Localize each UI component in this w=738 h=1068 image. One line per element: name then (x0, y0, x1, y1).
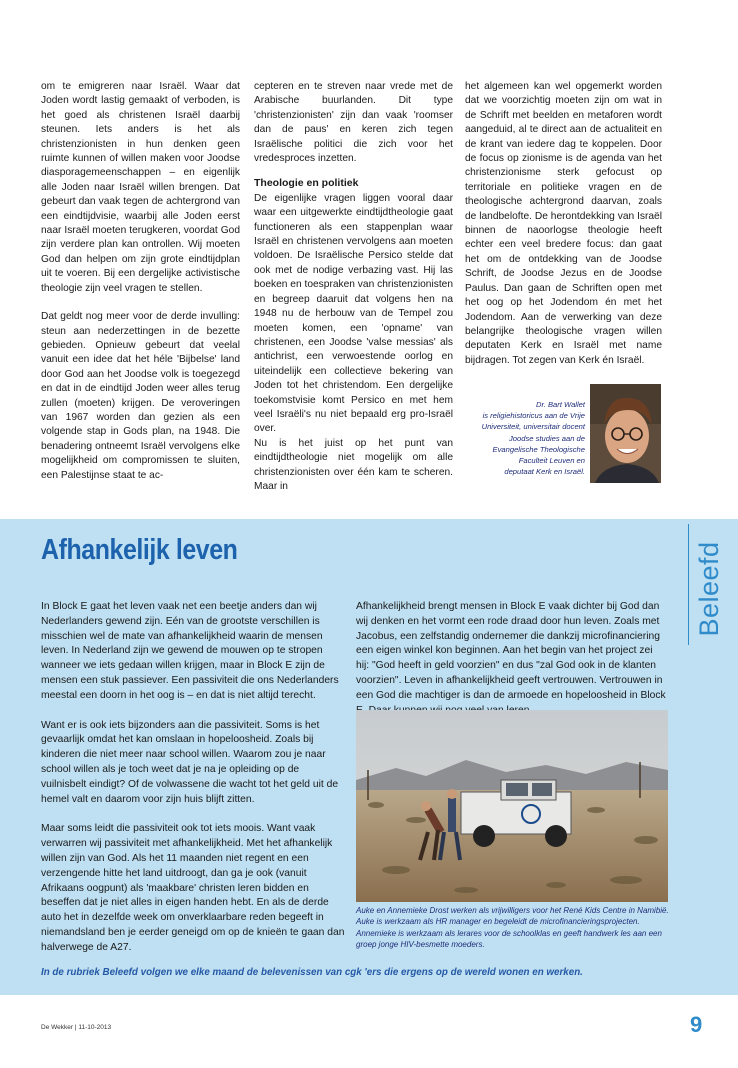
beleefd-column-left (41, 600, 346, 971)
author-bio-line: Universiteit, universitair docent (481, 422, 585, 432)
author-portrait-illustration (590, 384, 661, 483)
paragraph: Nu is het juist op het punt van eindtijdtheologie niet mogelijk om alle christenzionisten over één kam te scheren. Maar in (254, 437, 453, 492)
article-column-1 (41, 80, 240, 497)
paragraph: Afhankelijkheid brengt mensen in Block E vaak dichter bij God dan wij denken en het vormt een rode draad door hun leven. Zoals met Jacobus, een zelfstandig ondernemer die dankzij microfinanciering een eigen winkel kon beginnen. Aan het begin van het project zei hij: "God heeft in geld voorzien" en dus "zal God ook in de klanten voorzien". Leven in afhankelijkheid geeft vertrouwen. Vertrouwen in een God die machtiger is dan de armoede en hopeloosheid in Block (356, 601, 666, 701)
author-bio-line: deputaat Kerk en Israël. (504, 467, 585, 477)
author-bio-line: Evangelische Theologische (492, 444, 585, 454)
namibia-photo-illustration (356, 710, 668, 902)
page-number: 9 (690, 1012, 703, 1037)
author-bio-line: Faculteit Leuven en (518, 456, 585, 466)
paragraph: Maar soms leidt die passiviteit ook tot iets moois. Want vaak verwarren wij passiviteit met afhankelijkheid. Met het afhankelijk willen zijn van God. Als het 11 maanden niet regent en een verzengende hitte het land uitdroogt, dan ga je ook (vanuit Afrikaans oogpunt) als 'maakbare' christen leren bidden en beseffen dat je niet alles in eigen handen hebt. En als de derde auto het in dezelfde week om onverklaarbare reden begeeft in niemandsland ben je eerder geneigd om op de knieën te gaan dan halverwege de A27. (41, 823, 345, 953)
section-tab (694, 520, 724, 660)
rubric-note: In de rubriek Beleefd volgen we elke maand de belevenissen van cgk 'ers die ergens op de wereld wonen en werken. (41, 967, 583, 978)
paragraph: De eigenlijke vragen liggen vooral daar waar een uitgewerkte eindtijdtheologie gaat functioneren als een stappenplan waar Israël en christenen vervolgens aan moeten voldoen. De Israëlische Persico stelde dat ook met de nodige verbazing vast. Hij las boeken en toespraken van christenzionisten en begreep daaruit dat volgens hen na 1948 nu de herbouw van de Tempel zou moeten komen, een 'opname' van christenen, een Joodse 'valse messias' als antichrist, een verwoestende oorlog en uiteindelijk een collectieve bekering van Joden tot het christendom. Een dergelijke toekomstvisie komt Persico en met hem veel Israëli's nu niet bepaald erg pro-Israël over. (254, 192, 453, 435)
paragraph: Dat geldt nog meer voor de derde invulling: steun aan nederzettingen in de bezette gebieden. Opnieuw gebeurt dat veelal vanuit een idee dat het héle 'Bijbelse' land door God aan het Joodse volk is toegezegd en dat in de eindtijd Joden weer alles terug zullen (moeten) krijgen. De veroveringen van 1967 worden dan gezien als een volgende stap in Gods plan, na 1948. Die benadering ontneemt Israël vervolgens elke mogelijkheid om compromissen te sluiten, een Palestijnse staat te ac- (41, 311, 240, 481)
section-heading: Theologie en politiek (254, 177, 359, 190)
author-caption (472, 399, 585, 477)
article-column-2 (254, 80, 453, 508)
photo-caption: Auke en Annemieke Drost werken als vrijwilligers voor het René Kids Centre in Namibië. Auke is werkzaam als HR manager en begeleidt de microfinancieringsprojecten. Annemieke is werkzaam als lerares voor de schoolklas en geeft handwerk les aan een groep jonge HIV-besmette moeders. (356, 906, 669, 950)
side-divider-line (688, 524, 689, 645)
article-column-3 (465, 80, 662, 382)
author-bio-line: is religiehistoricus aan de Vrije (482, 411, 585, 421)
namibia-car-photo (356, 710, 668, 902)
author-bio-line: Joodse studies aan de (509, 433, 585, 443)
footer-publication: De Wekker | 11-10-2013 (41, 1024, 112, 1031)
author-portrait-photo (590, 384, 661, 483)
paragraph: cepteren en te streven naar vrede met de Arabische buurlanden. Dit type 'christenzionisten' zijn dan vaak 'roomser dan de paus' en keren zich tegen Israëlische politici die zich voor het vredesproces inzetten. (254, 81, 453, 165)
paragraph: om te emigreren naar Israël. Waar dat Joden wordt lastig gemaakt of verboden, is het goed als christenen Israël daarbij steunen. Iets anders is het als christenzionisten in hun denken geen ruimte kunnen of willen maken voor Joodse diasporagemeenschappen – en eigenlijk alle Joden naar Israël willen brengen. Dat gebeurt dan vaak tegen de achtergrond van een eindtijdvisie, waarbij alle Joden eerst naar Israël moeten terugkeren, voordat God zijn verdere plan kan ontrollen. Wij moeten God dan helpen om zijn grote eindtijdplan uit te voeren. Bij een dergelijke activistische theologie zijn veel vragen te stellen. (41, 81, 240, 294)
paragraph: het algemeen kan wel opgemerkt worden dat we voorzichtig moeten zijn om wat in de Schrift met beelden en metaforen wordt aangeduid, al te direct aan de actualiteit en de krant van iedere dag te koppelen. Door de focus op zionisme is de agenda van het christenzionisme sterk gefocust op territoriale en politieke vragen en de theologische achtergrond daarvan, zoals de landbelofte. De herontdekking van Israël binnen de naoorlogse theologie heeft echter een veel bredere focus: dan gaat het om de ontdekking van de Joodse Schrift, de Joodse Jezus en de Joodse Paulus. Dan gaan de Schriften open met het oog op het Jodendom én met het Jodendom. Aan de verwerking van deze belangrijke theologische vragen willen deputaten Kerk en Israël met name bijdragen. Tot zegen van Kerk én Israël. (465, 81, 662, 366)
paragraph: Want er is ook iets bijzonders aan die passiviteit. Soms is het gevaarlijk omdat het kan omslaan in hopeloosheid. Zoals bij kinderen die niet meer naar school willen. Waarom zou je naar school willen als je toch weet dat je na je opleiding op de vuilnisbelt eindigt? Of de volwassene die wacht tot het geld uit de hemel valt en daarom voor zijn huis blijft zitten. (41, 719, 339, 805)
beleefd-title: Afhankelijk leven (41, 534, 238, 566)
section-tab-label: Beleefd (694, 541, 724, 637)
paragraph: In Block E gaat het leven vaak net een beetje anders dan wij Nederlanders gewend zijn. Eén van de grootste verschillen is misschien wel de mate van afhankelijkheid waarin de mensen leven. In Nederland zijn we gewend de mouwen op te stropen wanneer we iets gedaan willen krijgen, maar in Block E zijn de mensen een stuk passiever. Een passiviteit die ons Nederlanders meestal een doorn in het oog is – en dat is niet altijd terecht. (41, 601, 339, 701)
author-name: Dr. Bart Wallet (536, 400, 585, 409)
